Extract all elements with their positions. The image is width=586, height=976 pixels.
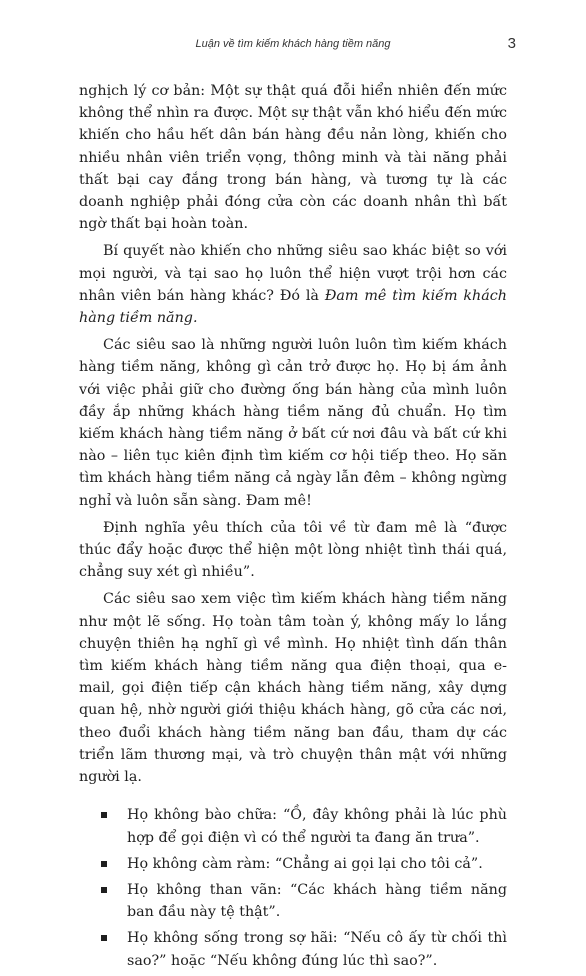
square-bullet-icon	[101, 812, 107, 818]
paragraph-2-text: Bí quyết nào khiến cho những siêu sao khác biệt so với mọi người, và tại sao họ luôn thể hiện vượt trội hơn các nhân viên bán hàng khác? Đó là	[79, 243, 507, 304]
list-item-text: Họ không than vãn: “Các khách hàng tiềm năng ban đầu này tệ thật”.	[127, 881, 507, 921]
paragraph-5: Các siêu sao xem việc tìm kiếm khách hàng tiềm năng như một lẽ sống. Họ toàn tâm toàn ý, không mấy lo lắng chuyện thiên hạ nghĩ gì về mình. Họ nhiệt tình dấn thân tìm kiếm khách hàng tiềm năng qua điện thoại, qua e-mail, gọi điện tiếp cận khách hàng tiềm năng, xây dựng quan hệ, nhờ người giới thiệu khách hàng, gõ cửa các nơi, theo đuổi khách hàng tiềm năng ban đầu, tham dự các triển lãm thương mại, và trò chuyện thân mật với những người lạ.	[79, 591, 507, 786]
page-header	[0, 35, 586, 58]
page-body	[79, 80, 507, 976]
list-item-text: Họ không càm ràm: “Chẳng ai gọi lại cho tôi cả”.	[127, 855, 483, 872]
list-item-text: Họ không sống trong sợ hãi: “Nếu cô ấy từ chối thì sao?” hoặc “Nếu không đúng lúc thì sao?”.	[127, 930, 507, 969]
square-bullet-icon	[101, 935, 107, 941]
list-item	[79, 927, 507, 971]
page-number: 3	[507, 35, 516, 52]
square-bullet-icon	[101, 887, 107, 893]
square-bullet-icon	[101, 861, 107, 867]
list-item-text: Họ không bào chữa: “Ồ, đây không phải là lúc phù hợp để gọi điện vì có thể người ta đang ăn trưa”.	[127, 807, 507, 846]
paragraph-2	[79, 240, 507, 329]
list-item	[79, 804, 507, 848]
paragraph-3: Các siêu sao là những người luôn luôn tìm kiếm khách hàng tiềm năng, không gì cản trở được họ. Họ bị ám ảnh với việc phải giữ cho đường ống bán hàng của mình luôn đầy ắp những khách hàng tiềm năng đủ chuẩn. Họ tìm kiếm khách hàng tiềm năng ở bất cứ nơi đâu và bất cứ khi nào – liên tục kiên định tìm kiếm cơ hội tiếp theo. Họ săn tìm khách hàng tiềm năng cả ngày lẫn đêm – không ngừng nghỉ và luôn sẵn sàng. Đam mê!	[79, 337, 507, 509]
paragraph-1: nghịch lý cơ bản: Một sự thật quá đỗi hiển nhiên đến mức không thể nhìn ra được. Một sự thật vẫn khó hiểu đến mức khiến cho hầu hết dân bán hàng đều nản lòng, khiến cho nhiều nhân viên triển vọng, thông minh và tài năng phải thất bại cay đắng trong bán hàng, và tương tự là các doanh nghiệp phải đóng cửa còn các doanh nhân thì bất ngờ thất bại hoàn toàn.	[79, 83, 507, 233]
running-title: Luận về tìm kiếm khách hàng tiềm năng	[195, 38, 391, 50]
paragraph-2-emphasis: Đam mê tìm kiếm khách hàng tiềm năng.	[79, 287, 508, 327]
list-item	[79, 879, 507, 923]
paragraph-4: Định nghĩa yêu thích của tôi về từ đam mê là “được thúc đẩy hoặc được thể hiện một lòng nhiệt tình thái quá, chẳng suy xét gì nhiều”.	[79, 519, 507, 581]
list-item	[79, 853, 507, 875]
bullet-list	[79, 804, 507, 971]
